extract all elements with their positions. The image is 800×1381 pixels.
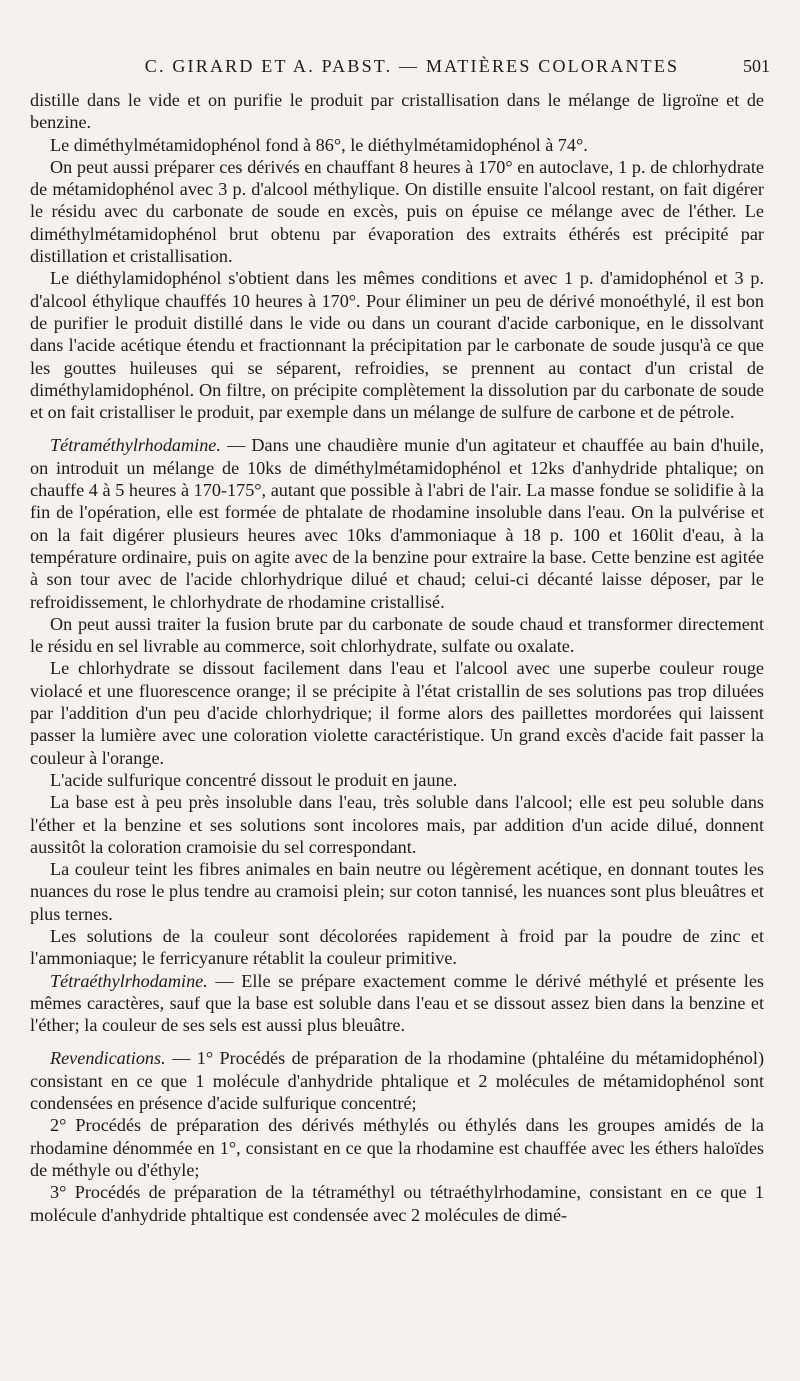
paragraph: Le diméthylmétamidophénol fond à 86°, le diéthylmétamidophénol à 74°.	[50, 134, 588, 155]
paragraph-tetraethylrhodamine: Tétraéthylrhodamine. — Elle se prépare exactement comme le dérivé méthylé et présente les mêmes caractères, sauf que la base est soluble dans l'eau et se dissout assez bien dans la benzine et l'éther; la couleur de ses sels est aussi plus bleuâtre.	[30, 970, 764, 1036]
paragraph: distille dans le vide et on purifie le produit par cristallisation dans le mélange de ligroïne et de benzine.	[30, 90, 764, 133]
running-title: C. GIRARD ET A. PABST. — MATIÈRES COLORANTES	[144, 56, 680, 76]
body-text	[30, 89, 764, 1226]
paragraph: 3° Procédés de préparation de la tétraméthyl ou tétraéthylrhodamine, consistant en ce que 1 molécule d'anhydride phtaltique est condensée avec 2 molécules de dimé-	[30, 1182, 764, 1225]
paragraph: Les solutions de la couleur sont décolorées rapidement à froid par la poudre de zinc et l'ammoniaque; le ferricyanure rétablit la couleur primitive.	[30, 925, 764, 969]
paragraph: On peut aussi préparer ces dérivés en chauffant 8 heures à 170° en autoclave, 1 p. de chlorhydrate de métamidophénol avec 3 p. d'alcool méthylique. On distille ensuite l'alcool restant, on fait digérer le résidu avec du carbonate de soude en excès, puis on épuise ce mélange avec de l'éther. Le diméthylmétamidophénol brut obtenu par évaporation des extraits éthérés est précipité par distillation et cristallisation.	[30, 156, 764, 267]
paragraph: Le diéthylamidophénol s'obtient dans les mêmes conditions et avec 1 p. d'amidophénol et 3 p. d'alcool éthylique chauffés 10 heures à 170°. Pour éliminer un peu de dérivé monoéthylé, il est bon de purifier le produit distillé dans le vide ou dans un courant d'acide carbonique, en le dissolvant dans l'acide acétique étendu et fractionnant la précipitation par le carbonate de soude jusqu'à ce que les gouttes huileuses qui se séparent, refroidies, se prennent au contact d'un cristal de diméthylamidophénol. On filtre, on précipite complètement la dissolution par du carbonate de soude et on fait cristalliser le produit, par exemple dans un mélange de sulfure de carbone et de pétrole.	[30, 268, 764, 423]
paragraph: La base est à peu près insoluble dans l'eau, très soluble dans l'alcool; elle est peu soluble dans l'éther et la benzine et ses solutions sont incolores mais, par addition d'un acide dilué, donnent aussitôt la coloration cramoisie du sel correspondant.	[30, 792, 764, 857]
paragraph: On peut aussi traiter la fusion brute par du carbonate de soude chaud et transformer directement le résidu en sel livrable au commerce, soit chlorhydrate, sulfate ou oxalate.	[30, 613, 764, 657]
paragraph: La couleur teint les fibres animales en bain neutre ou légèrement acétique, en donnant toutes les nuances du rose le plus tendre au cramoisi plein; sur coton tannisé, les nuances sont plus bleuâtres et plus ternes.	[30, 859, 764, 924]
paragraph: L'acide sulfurique concentré dissout le produit en jaune.	[50, 769, 458, 790]
paragraph-text: Elle se prépare exactement comme le dérivé méthylé et présente les mêmes caractères, sauf que la base est soluble dans l'eau et se dissout assez bien dans la benzine et l'éther; la couleur de ses sels est aussi plus bleuâtre.	[30, 970, 764, 1036]
paragraph: Le chlorhydrate se dissout facilement dans l'eau et l'alcool avec une superbe couleur rouge violacé et une fluorescence orange; il se précipite à l'état cristallin de ses solutions pas trop diluées par l'addition d'un peu d'acide chlorhydrique; il forme alors des paillettes mordorées qui laissent passer la lumière avec une coloration violette caractéristique. Un grand excès d'acide fait passer la couleur à l'orange.	[30, 658, 764, 768]
paragraph: 2° Procédés de préparation des dérivés méthylés ou éthylés dans les groupes amidés de la rhodamine dénommée en 1°, consistant en ce que la rhodamine est chauffée avec les éthers haloïdes de méthyle ou d'éthyle;	[30, 1115, 764, 1180]
paragraph-tetramethylrhodamine: Tétraméthylrhodamine. — Dans une chaudière munie d'un agitateur et chauffée au bain d'huile, on introduit un mélange de 10ks de diméthylmétamidophénol et 12ks d'anhydride phtalique; on chauffe 4 à 5 heures à 170-175°, autant que possible à l'abri de l'air. La masse fondue se solidifie à la fin de l'opération, elle est formée de phtalate de rhodamine insoluble dans l'eau. On la pulvérise et on la fait digérer plusieurs heures avec 10ks d'ammoniaque à 18 p. 100 et 160lit d'eau, à la température ordinaire, puis on agite avec de la benzine pour extraire la base. Cette benzine est agitée à son tour avec de l'acide chlorhydrique dilué et chaud; celui-ci décanté laisse déposer, par le refroidissement, le chlorhydrate de rhodamine cristallisé.	[30, 435, 764, 612]
run-in-heading: Tétraméthylrhodamine.	[50, 435, 221, 456]
running-head	[30, 56, 770, 77]
paragraph-revendications: Revendications. — 1° Procédés de préparation de la rhodamine (phtaléine du métamidophénol) consistant en ce que 1 molécule d'anhydride phtalique et 2 molécules de métamidophénol sont condensées en présence d'acide sulfurique concentré;	[30, 1048, 764, 1114]
paragraph-text: 1° Procédés de préparation de la rhodamine (phtaléine du métamidophénol) consistant en ce que 1 molécule d'anhydride phtalique et 2 molécules de métamidophénol sont condensées en présence d'acide sulfurique concentré;	[30, 1048, 764, 1114]
paragraph-text: Dans une chaudière munie d'un agitateur et chauffée au bain d'huile, on introduit un mélange de 10ks de diméthylmétamidophénol et 12ks d'anhydride phtalique; on chauffe 4 à 5 heures à 170-175°, autant que possible à l'abri de l'air. La masse fondue se solidifie à la fin de l'opération, elle est formée de phtalate de rhodamine insoluble dans l'eau. On la pulvérise et on la fait digérer plusieurs heures avec 10ks d'ammoniaque à 18 p. 100 et 160lit d'eau, à la température ordinaire, puis on agite avec de la benzine pour extraire la base. Cette benzine est agitée à son tour avec de l'acide chlorhydrique dilué et chaud; celui-ci décanté laisse déposer, par le refroidissement, le chlorhydrate de rhodamine cristallisé.	[30, 435, 764, 612]
run-in-heading: Revendications.	[50, 1048, 166, 1069]
run-in-heading: Tétraéthylrhodamine.	[50, 970, 208, 991]
page-number: 501	[743, 56, 770, 76]
